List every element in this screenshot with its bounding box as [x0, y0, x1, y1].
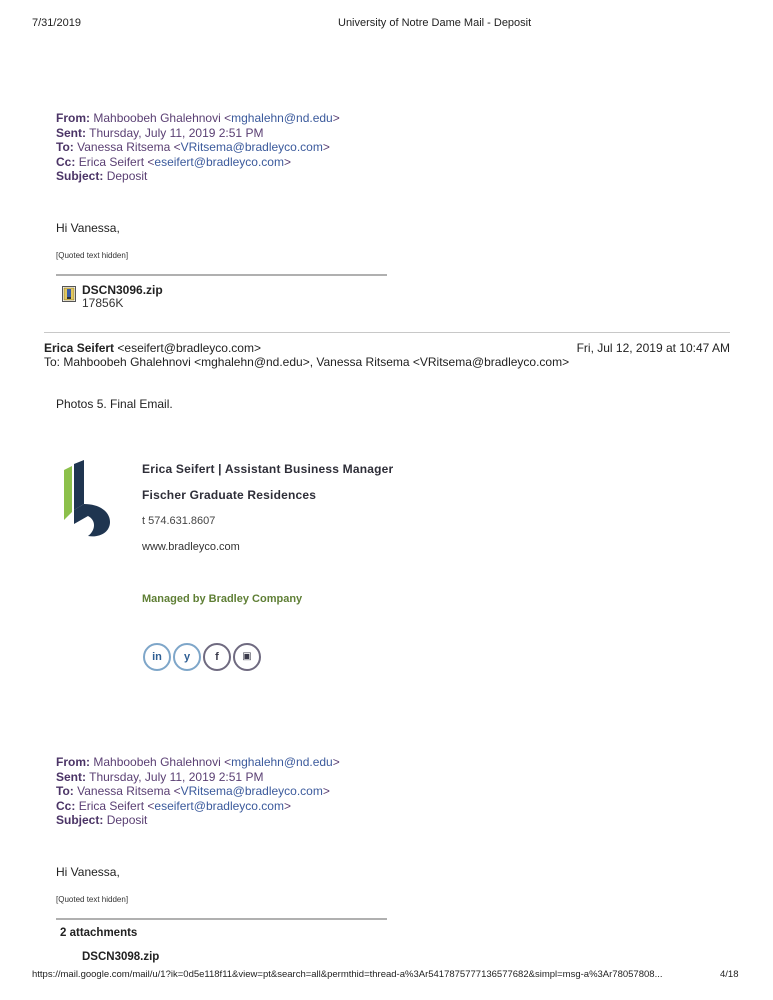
- message-date: Fri, Jul 12, 2019 at 10:47 AM: [576, 341, 730, 355]
- to-label: To:: [56, 784, 74, 798]
- sent-value: Thursday, July 11, 2019 2:51 PM: [89, 769, 264, 784]
- print-url: https://mail.google.com/mail/u/1?ik=0d5e118f11&view=pt&search=all&permthid=thread-a%3Ar5417875777136577682&simpl=msg-a%3Ar78057808...: [32, 969, 663, 980]
- signature-org: Fischer Graduate Residences: [142, 488, 317, 502]
- message-divider: [44, 332, 730, 333]
- cc-label: Cc:: [56, 798, 76, 813]
- bradley-logo: [60, 460, 112, 538]
- subject-label: Subject:: [56, 169, 104, 183]
- quoted-text-hidden-1[interactable]: [Quoted text hidden]: [56, 251, 129, 260]
- message-sender: Erica Seifert <eseifert@bradleyco.com>: [44, 341, 261, 355]
- cc-email-link[interactable]: eseifert@bradleyco.com: [154, 798, 284, 813]
- sent-label: Sent:: [56, 769, 86, 784]
- signature-phone: t 574.631.8607: [142, 515, 216, 527]
- greeting-2: Hi Vanessa,: [56, 865, 120, 879]
- from-name: Mahboobeh Ghalehnovi: [93, 111, 221, 125]
- signature-website[interactable]: www.bradleyco.com: [142, 541, 240, 553]
- to-email-link[interactable]: VRitsema@bradleyco.com: [180, 140, 323, 154]
- message-to-line: To: Mahboobeh Ghalehnovi <mghalehn@nd.edu>, Vanessa Ritsema <VRitsema@bradleyco.com>: [44, 355, 570, 369]
- from-label: From:: [56, 111, 90, 125]
- print-title: University of Notre Dame Mail - Deposit: [338, 17, 532, 29]
- cc-label: Cc:: [56, 154, 76, 169]
- linkedin-icon[interactable]: in: [143, 643, 171, 671]
- cc-name: Erica Seifert: [78, 798, 145, 813]
- attachment-size-1: 17856K: [82, 296, 124, 310]
- cc-name: Erica Seifert: [78, 154, 145, 169]
- attachment-divider-2: [56, 918, 387, 920]
- to-label: To:: [56, 140, 74, 154]
- greeting-1: Hi Vanessa,: [56, 221, 120, 235]
- subject-value: Deposit: [106, 169, 148, 183]
- quoted-text-hidden-2[interactable]: [Quoted text hidden]: [56, 895, 129, 904]
- to-name: Vanessa Ritsema: [77, 140, 171, 154]
- quoted-header-1: From: Mahboobeh Ghalehnovi <mghalehn@nd.edu> Sent: Thursday, July 11, 2019 2:51 PM To: Vanessa Ritsema <VRitsema@bradleyco.com> Cc: Erica Seifert <eseifert@bradleyco.com> Subject: Deposit: [56, 111, 340, 183]
- attachments-count: 2 attachments: [60, 927, 138, 939]
- twitter-icon[interactable]: y: [173, 643, 201, 671]
- signature-name-title: Erica Seifert | Assistant Business Manager: [142, 462, 394, 476]
- message-body: Photos 5. Final Email.: [56, 397, 173, 411]
- signature-managed-by: Managed by Bradley Company: [142, 593, 303, 605]
- to-name: Vanessa Ritsema: [77, 784, 171, 798]
- sender-email[interactable]: eseifert@bradleyco.com: [124, 341, 254, 355]
- sender-name: Erica Seifert: [44, 341, 115, 355]
- attachment-name-2[interactable]: DSCN3098.zip: [82, 951, 160, 963]
- sent-value: Thursday, July 11, 2019 2:51 PM: [89, 125, 264, 140]
- cc-email-link[interactable]: eseifert@bradleyco.com: [154, 154, 284, 169]
- print-page-number: 4/18: [720, 969, 739, 980]
- print-date: 7/31/2019: [32, 17, 81, 29]
- facebook-icon[interactable]: f: [203, 643, 231, 671]
- instagram-icon[interactable]: ▣: [233, 643, 261, 671]
- attachment-divider-1: [56, 274, 387, 276]
- to-email-link[interactable]: VRitsema@bradleyco.com: [180, 784, 323, 798]
- sent-label: Sent:: [56, 125, 86, 140]
- subject-label: Subject:: [56, 813, 104, 827]
- zip-file-icon[interactable]: [62, 286, 76, 302]
- from-label: From:: [56, 755, 90, 769]
- from-name: Mahboobeh Ghalehnovi: [93, 755, 221, 769]
- subject-value: Deposit: [106, 813, 148, 827]
- quoted-header-2: From: Mahboobeh Ghalehnovi <mghalehn@nd.edu> Sent: Thursday, July 11, 2019 2:51 PM To: Vanessa Ritsema <VRitsema@bradleyco.com> Cc: Erica Seifert <eseifert@bradleyco.com> Subject: Deposit: [56, 755, 340, 827]
- from-email-link[interactable]: mghalehn@nd.edu: [231, 755, 333, 769]
- attachment-name-1[interactable]: DSCN3096.zip: [82, 283, 163, 297]
- from-email-link[interactable]: mghalehn@nd.edu: [231, 111, 333, 125]
